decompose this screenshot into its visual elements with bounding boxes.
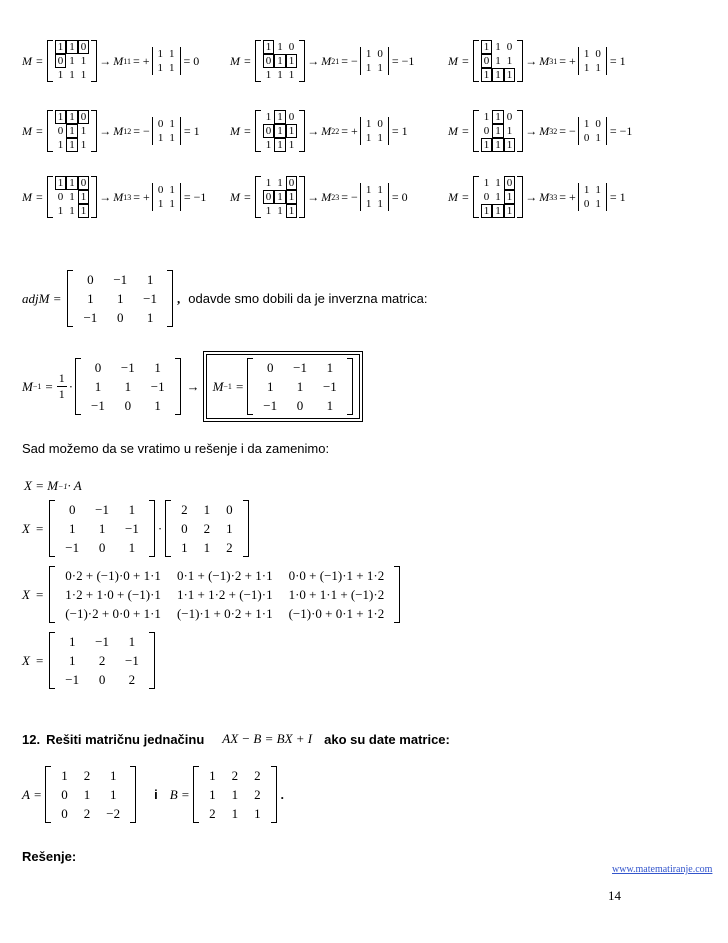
matrix-cell: 1 bbox=[504, 138, 516, 152]
given-matrices: A = 1 2 1 0 1 1 0 2 −2 i B = 1 2 2 1 1 2 2 1 1 . bbox=[22, 766, 284, 823]
matrix-cell: (−1)·2 + 0·0 + 1·1 bbox=[65, 605, 161, 621]
problem-text: Rešiti matričnu jednačinu bbox=[46, 731, 205, 747]
matrix-cell: 1 bbox=[203, 501, 211, 517]
matrix-cell: −1 bbox=[95, 501, 109, 517]
equation-1: X = M −1 · A bbox=[24, 478, 82, 493]
matrix-cell: 1 bbox=[265, 139, 272, 151]
matrix-cell: 0 bbox=[377, 48, 383, 60]
matrix-cell: 1 bbox=[146, 271, 154, 287]
matrix-cell: 1 bbox=[265, 177, 272, 189]
matrix-cell: 1 bbox=[80, 55, 87, 67]
minor-result: = 0 bbox=[183, 53, 200, 68]
matrix-cell: 1 bbox=[80, 139, 87, 151]
matrix-cell: −1 bbox=[150, 378, 165, 394]
problem-tail: ako su date matrice: bbox=[324, 731, 450, 747]
matrix-cell: −1 bbox=[143, 290, 157, 306]
eq4-result-matrix bbox=[49, 632, 155, 689]
matrix-cell: 0 bbox=[157, 118, 164, 130]
matrix-cell: 0 bbox=[263, 54, 275, 68]
eq2-inverse-matrix bbox=[49, 500, 155, 557]
matrix-cell: 1 bbox=[481, 68, 493, 82]
website-link[interactable]: www.matematiranje.com bbox=[612, 864, 713, 875]
equation-2: X = 0 −1 1 1 1 −1 −1 0 1 · 2 1 0 0 2 1 1 1 2 bbox=[22, 500, 249, 557]
matrix-cell: 1 bbox=[109, 786, 117, 802]
matrix-label: M bbox=[230, 189, 240, 204]
matrix-cell: 1 bbox=[286, 190, 298, 204]
matrix-cell: 1 bbox=[157, 62, 164, 74]
matrix-label: M bbox=[22, 53, 32, 68]
matrix-cell: 1 bbox=[80, 125, 87, 137]
minor-result: = 0 bbox=[391, 189, 408, 204]
matrix-cell: 1 bbox=[94, 378, 102, 394]
matrix-cell: 1 bbox=[181, 539, 188, 555]
matrix-cell: 1 bbox=[231, 786, 239, 802]
matrix-cell: 0 bbox=[483, 191, 490, 203]
matrix-cell: 1 bbox=[377, 132, 383, 144]
matrix-cell: 0·0 + (−1)·1 + 1·2 bbox=[288, 567, 385, 583]
matrix-cell: 0 bbox=[57, 125, 64, 137]
matrix-cell: 1 bbox=[169, 198, 175, 210]
matrix-cell: 1 bbox=[583, 48, 590, 60]
matrix-cell: −1 bbox=[322, 378, 337, 394]
matrix-cell: 1 bbox=[69, 55, 75, 67]
minor-21: M = 1 1 0 0 1 1 1 1 1 → M 21 = − 1 0 1 1 = −1 bbox=[230, 41, 415, 81]
source-matrix bbox=[255, 40, 306, 82]
minor-determinant bbox=[360, 183, 389, 211]
matrix-cell: 1 bbox=[154, 359, 161, 375]
matrix-cell: 1·1 + 1·2 + (−1)·1 bbox=[176, 586, 273, 602]
matrix-cell: −1 bbox=[65, 671, 80, 687]
matrix-cell: 1 bbox=[288, 139, 295, 151]
matrix-cell: 2 bbox=[231, 767, 239, 783]
matrix-cell: 1 bbox=[274, 190, 286, 204]
matrix-cell: 0 bbox=[226, 501, 233, 517]
matrix-cell: 1 bbox=[109, 767, 117, 783]
matrix-cell: 1 bbox=[263, 40, 275, 54]
matrix-cell: 1 bbox=[55, 110, 67, 124]
matrix-cell: 2 bbox=[254, 767, 261, 783]
inverse-matrix bbox=[247, 358, 353, 415]
minor-32: M = 1 1 0 0 1 1 1 1 1 → M 32 = − 1 0 0 1 = −1 bbox=[448, 111, 633, 151]
matrix-cell: 1 bbox=[254, 805, 261, 821]
matrix-cell: 0 bbox=[78, 110, 90, 124]
matrix-cell: 0 bbox=[506, 111, 513, 123]
minor-determinant bbox=[360, 117, 389, 145]
matrix-cell: 1 bbox=[169, 62, 175, 74]
matrix-cell: 0 bbox=[266, 359, 274, 375]
given-a-matrix bbox=[45, 766, 136, 823]
minor-determinant bbox=[360, 47, 389, 75]
matrix-cell: 0·2 + (−1)·0 + 1·1 bbox=[65, 567, 161, 583]
matrix-cell: 0 bbox=[61, 786, 68, 802]
matrix-cell: 0 bbox=[55, 54, 67, 68]
matrix-cell: 1 bbox=[66, 40, 78, 54]
matrix-cell: 1 bbox=[124, 378, 132, 394]
inverse-fraction: $\frac{1}{1}$ bbox=[58, 371, 65, 401]
minor-22: M = 1 1 0 0 1 1 1 1 1 → M 22 = + 1 0 1 1 = 1 bbox=[230, 111, 408, 151]
matrix-cell: 1 bbox=[495, 191, 501, 203]
matrix-cell: 1 bbox=[365, 48, 372, 60]
matrix-cell: 1 bbox=[55, 176, 67, 190]
matrix-cell: −1 bbox=[293, 359, 307, 375]
matrix-cell: 1 bbox=[504, 190, 516, 204]
matrix-cell: 1 bbox=[483, 111, 490, 123]
matrix-cell: 1 bbox=[78, 204, 90, 218]
matrix-cell: 1 bbox=[265, 205, 272, 217]
minor-result: = 1 bbox=[183, 123, 200, 138]
matrix-cell: 1 bbox=[157, 48, 164, 60]
source-matrix bbox=[473, 110, 524, 152]
matrix-cell: 1 bbox=[483, 177, 490, 189]
inverse-matrix-raw bbox=[75, 358, 181, 415]
matrix-cell: 1 bbox=[365, 118, 372, 130]
minor-result: = 1 bbox=[609, 189, 626, 204]
matrix-cell: 1 bbox=[326, 359, 334, 375]
source-matrix bbox=[47, 40, 98, 82]
matrix-cell: 1 bbox=[504, 204, 516, 218]
matrix-cell: 1 bbox=[595, 132, 601, 144]
matrix-cell: 0 bbox=[288, 41, 295, 53]
minor-12: M = 1 1 0 0 1 1 1 1 1 → M 12 = − 0 1 1 1 = 1 bbox=[22, 111, 200, 151]
matrix-label: M bbox=[22, 123, 32, 138]
matrix-cell: 1 bbox=[66, 124, 78, 138]
matrix-cell: −1 bbox=[124, 652, 139, 668]
matrix-label: M bbox=[448, 123, 458, 138]
matrix-cell: 1 bbox=[365, 198, 372, 210]
minor-result: = −1 bbox=[391, 53, 415, 68]
minor-result: = −1 bbox=[183, 189, 207, 204]
given-b-matrix bbox=[193, 766, 277, 823]
matrix-cell: 1 bbox=[492, 204, 504, 218]
eq3-product-matrix bbox=[49, 566, 400, 623]
matrix-cell: 1 bbox=[55, 40, 67, 54]
matrix-cell: 2 bbox=[226, 539, 233, 555]
matrix-cell: 1 bbox=[481, 204, 493, 218]
matrix-cell: −1 bbox=[83, 309, 98, 325]
matrix-cell: −1 bbox=[65, 539, 80, 555]
and-word: i bbox=[154, 787, 158, 802]
matrix-cell: 1 bbox=[226, 520, 233, 536]
matrix-cell: 2 bbox=[128, 671, 136, 687]
matrix-cell: 0 bbox=[78, 176, 90, 190]
minor-33: M = 1 1 0 0 1 1 1 1 1 → M 33 = + 1 1 0 1 = 1 bbox=[448, 177, 626, 217]
matrix-cell: 1 bbox=[128, 501, 136, 517]
equation-3: X = 0·2 + (−1)·0 + 1·1 0·1 + (−1)·2 + 1·1 0·0 + (−1)·1 + 1·2 1·2 + 1·0 + (−1)·1 1·1 + 1·2 + (−1)·1 1·0 + 1·1 + (−1)·2 (−1)·2 + 0·0 + 1·1 (−1)·1 + 0·2 + 1·1 (−1)·0 + 0·1 + 1·2 bbox=[22, 566, 400, 623]
matrix-cell: 1 bbox=[57, 139, 64, 151]
matrix-cell: 0 bbox=[595, 118, 601, 130]
matrix-cell: 0 bbox=[483, 125, 490, 137]
eq2-a-matrix bbox=[165, 500, 249, 557]
matrix-cell: 2 bbox=[181, 501, 188, 517]
problem-heading bbox=[22, 731, 450, 747]
matrix-cell: 0 bbox=[583, 132, 590, 144]
minor-determinant bbox=[152, 117, 181, 145]
minor-23: M = 1 1 0 0 1 1 1 1 1 → M 23 = − 1 1 1 1 = 0 bbox=[230, 177, 408, 217]
matrix-cell: 1 bbox=[495, 55, 501, 67]
matrix-cell: 0 bbox=[57, 191, 64, 203]
minor-result: = −1 bbox=[609, 123, 633, 138]
matrix-cell: 1 bbox=[57, 69, 64, 81]
matrix-cell: 1 bbox=[492, 110, 504, 124]
page-number: 14 bbox=[608, 888, 621, 903]
matrix-cell: 1 bbox=[265, 69, 272, 81]
matrix-cell: 1 bbox=[157, 198, 164, 210]
minor-11: M = 1 1 0 0 1 1 1 1 1 → M 11 = + 1 1 1 1 = 0 bbox=[22, 41, 200, 81]
matrix-cell: 1 bbox=[146, 309, 154, 325]
matrix-cell: 1 bbox=[266, 378, 274, 394]
matrix-cell: 1 bbox=[98, 520, 106, 536]
matrix-cell: 1 bbox=[68, 520, 76, 536]
matrix-cell: 1 bbox=[365, 184, 372, 196]
matrix-cell: 1 bbox=[69, 205, 75, 217]
matrix-cell: 1 bbox=[595, 198, 601, 210]
matrix-cell: 1 bbox=[274, 138, 286, 152]
matrix-cell: (−1)·1 + 0·2 + 1·1 bbox=[176, 605, 273, 621]
matrix-cell: 1 bbox=[365, 62, 372, 74]
matrix-cell: 1 bbox=[128, 633, 136, 649]
matrix-cell: −1 bbox=[120, 359, 135, 375]
inverse-lhs: M bbox=[22, 378, 33, 394]
adjugate-text: odavde smo dobili da je inverzna matrica: bbox=[188, 291, 428, 306]
matrix-cell: 1 bbox=[69, 191, 75, 203]
matrix-cell: 1 bbox=[169, 132, 175, 144]
matrix-cell: 1 bbox=[66, 110, 78, 124]
source-matrix bbox=[47, 176, 98, 218]
matrix-cell: 1 bbox=[286, 54, 298, 68]
matrix-cell: 1 bbox=[277, 205, 283, 217]
matrix-label: M bbox=[230, 123, 240, 138]
minor-determinant bbox=[578, 183, 607, 211]
matrix-cell: 1 bbox=[66, 138, 78, 152]
problem-equation: AX − B = BX + I bbox=[222, 731, 313, 746]
matrix-cell: 1 bbox=[326, 397, 334, 413]
minor-determinant bbox=[578, 117, 607, 145]
matrix-cell: 1 bbox=[274, 124, 286, 138]
matrix-cell: 1 bbox=[83, 786, 91, 802]
matrix-cell: 0 bbox=[61, 805, 68, 821]
matrix-cell: 1 bbox=[87, 290, 94, 306]
matrix-cell: 1 bbox=[492, 138, 504, 152]
matrix-cell: 2 bbox=[83, 767, 91, 783]
matrix-cell: 0 bbox=[377, 118, 383, 130]
matrix-cell: 1 bbox=[66, 176, 78, 190]
matrix-cell: 0 bbox=[116, 309, 124, 325]
matrix-cell: 1 bbox=[377, 198, 383, 210]
matrix-cell: 0 bbox=[481, 54, 493, 68]
resenje-label: Rešenje: bbox=[22, 849, 77, 864]
matrix-cell: 1 bbox=[495, 41, 501, 53]
matrix-cell: −1 bbox=[124, 520, 139, 536]
matrix-cell: 0 bbox=[286, 176, 298, 190]
matrix-label: M bbox=[22, 189, 32, 204]
matrix-cell: 0 bbox=[506, 41, 513, 53]
adjugate-row: adjM = 0 −1 1 1 1 −1 −1 0 1 , odavde smo dobili da je inverzna matrica: bbox=[22, 270, 427, 327]
matrix-label: M bbox=[448, 189, 458, 204]
matrix-cell: 1 bbox=[481, 40, 493, 54]
minor-result: = 1 bbox=[609, 53, 626, 68]
matrix-cell: 1 bbox=[277, 69, 283, 81]
matrix-cell: 1 bbox=[506, 125, 513, 137]
matrix-cell: 1 bbox=[209, 767, 216, 783]
matrix-cell: 1 bbox=[495, 177, 501, 189]
matrix-cell: 0 bbox=[124, 397, 132, 413]
matrix-cell: 1 bbox=[377, 184, 383, 196]
matrix-cell: 2 bbox=[203, 520, 211, 536]
minor-determinant bbox=[578, 47, 607, 75]
matrix-cell: −1 bbox=[263, 397, 278, 413]
matrix-cell: 1 bbox=[492, 124, 504, 138]
matrix-cell: 1 bbox=[365, 132, 372, 144]
minor-determinant bbox=[152, 47, 181, 75]
matrix-cell: 1 bbox=[116, 290, 124, 306]
minor-result: = 1 bbox=[391, 123, 408, 138]
matrix-cell: 2 bbox=[254, 786, 261, 802]
matrix-cell: −2 bbox=[106, 805, 121, 821]
matrix-cell: 1 bbox=[128, 539, 136, 555]
matrix-cell: 1 bbox=[169, 118, 175, 130]
matrix-cell: 1 bbox=[231, 805, 239, 821]
minor-13: M = 1 1 0 0 1 1 1 1 1 → M 13 = + 0 1 1 1 = −1 bbox=[22, 177, 207, 217]
matrix-cell: 1 bbox=[274, 110, 286, 124]
matrix-cell: 0 bbox=[583, 198, 590, 210]
matrix-cell: 1 bbox=[203, 539, 211, 555]
matrix-cell: 1 bbox=[506, 55, 513, 67]
matrix-cell: −1 bbox=[113, 271, 128, 287]
matrix-cell: 1 bbox=[583, 184, 590, 196]
matrix-cell: 1 bbox=[296, 378, 304, 394]
matrix-cell: 1·2 + 1·0 + (−1)·1 bbox=[65, 586, 161, 602]
matrix-cell: 1 bbox=[286, 204, 298, 218]
matrix-cell: 1 bbox=[288, 69, 295, 81]
matrix-cell: 1 bbox=[286, 124, 298, 138]
matrix-cell: 2 bbox=[83, 805, 91, 821]
matrix-cell: 1 bbox=[69, 69, 75, 81]
inverse-result-box: M −1 = 0 −1 1 1 1 −1 −1 0 1 bbox=[206, 354, 360, 419]
matrix-cell: 1 bbox=[154, 397, 161, 413]
source-matrix bbox=[473, 40, 524, 82]
matrix-cell: 0 bbox=[98, 539, 106, 555]
matrix-cell: 1 bbox=[78, 190, 90, 204]
matrix-cell: 1 bbox=[583, 62, 590, 74]
inverse-row: M −1 = $\frac{1}{1}$ · 0 −1 1 1 1 −1 −1 0 1 → M −1 = 0 −1 1 1 1 −1 −1 0 1 bbox=[22, 354, 360, 419]
adjugate-label: adjM = bbox=[22, 290, 62, 306]
adjugate-matrix bbox=[67, 270, 173, 327]
source-matrix bbox=[255, 176, 306, 218]
matrix-cell: 1 bbox=[583, 118, 590, 130]
matrix-cell: 1 bbox=[492, 68, 504, 82]
source-matrix bbox=[473, 176, 524, 218]
matrix-label: M bbox=[230, 53, 240, 68]
matrix-cell: 1 bbox=[61, 767, 68, 783]
matrix-cell: −1 bbox=[91, 397, 105, 413]
matrix-cell: 1 bbox=[265, 111, 272, 123]
matrix-cell: 0·1 + (−1)·2 + 1·1 bbox=[176, 567, 273, 583]
matrix-cell: 0 bbox=[68, 501, 76, 517]
matrix-cell: 1 bbox=[80, 69, 87, 81]
source-matrix bbox=[255, 110, 306, 152]
matrix-cell: 0 bbox=[94, 359, 102, 375]
matrix-cell: 1 bbox=[504, 68, 516, 82]
matrix-cell: 2 bbox=[98, 652, 106, 668]
matrix-cell: 1 bbox=[481, 138, 493, 152]
matrix-label: M bbox=[448, 53, 458, 68]
matrix-cell: −1 bbox=[95, 633, 109, 649]
matrix-cell: 1 bbox=[274, 54, 286, 68]
matrix-cell: 2 bbox=[209, 805, 216, 821]
matrix-cell: 0 bbox=[263, 190, 275, 204]
matrix-cell: 0 bbox=[595, 48, 601, 60]
matrix-cell: (−1)·0 + 0·1 + 1·2 bbox=[288, 605, 385, 621]
minor-determinant bbox=[152, 183, 181, 211]
matrix-cell: 1 bbox=[595, 62, 601, 74]
matrix-cell: 0 bbox=[98, 671, 106, 687]
matrix-cell: 0 bbox=[181, 520, 188, 536]
source-matrix bbox=[47, 110, 98, 152]
matrix-cell: 1 bbox=[169, 48, 175, 60]
sad-text: Sad možemo da se vratimo u rešenje i da zamenimo: bbox=[22, 441, 330, 456]
matrix-cell: 1 bbox=[57, 205, 64, 217]
minor-31: M = 1 1 0 0 1 1 1 1 1 → M 31 = + 1 0 1 1 = 1 bbox=[448, 41, 626, 81]
matrix-cell: 1 bbox=[169, 184, 175, 196]
matrix-cell: 0 bbox=[288, 111, 295, 123]
matrix-cell: 1 bbox=[157, 132, 164, 144]
matrix-cell: 1 bbox=[68, 633, 76, 649]
problem-number: 12. bbox=[22, 731, 41, 747]
matrix-cell: 1 bbox=[277, 41, 283, 53]
matrix-cell: 1 bbox=[68, 652, 76, 668]
matrix-cell: 1 bbox=[377, 62, 383, 74]
matrix-cell: 0 bbox=[87, 271, 94, 287]
matrix-cell: 1 bbox=[277, 177, 283, 189]
matrix-cell: 0 bbox=[504, 176, 516, 190]
matrix-cell: 1 bbox=[209, 786, 216, 802]
matrix-cell: 0 bbox=[263, 124, 275, 138]
matrix-cell: 1·0 + 1·1 + (−1)·2 bbox=[288, 586, 385, 602]
matrix-cell: 0 bbox=[78, 40, 90, 54]
equation-4: X = 1 −1 1 1 2 −1 −1 0 2 bbox=[22, 632, 155, 689]
matrix-cell: 0 bbox=[157, 184, 164, 196]
matrix-cell: 0 bbox=[296, 397, 304, 413]
matrix-cell: 1 bbox=[595, 184, 601, 196]
